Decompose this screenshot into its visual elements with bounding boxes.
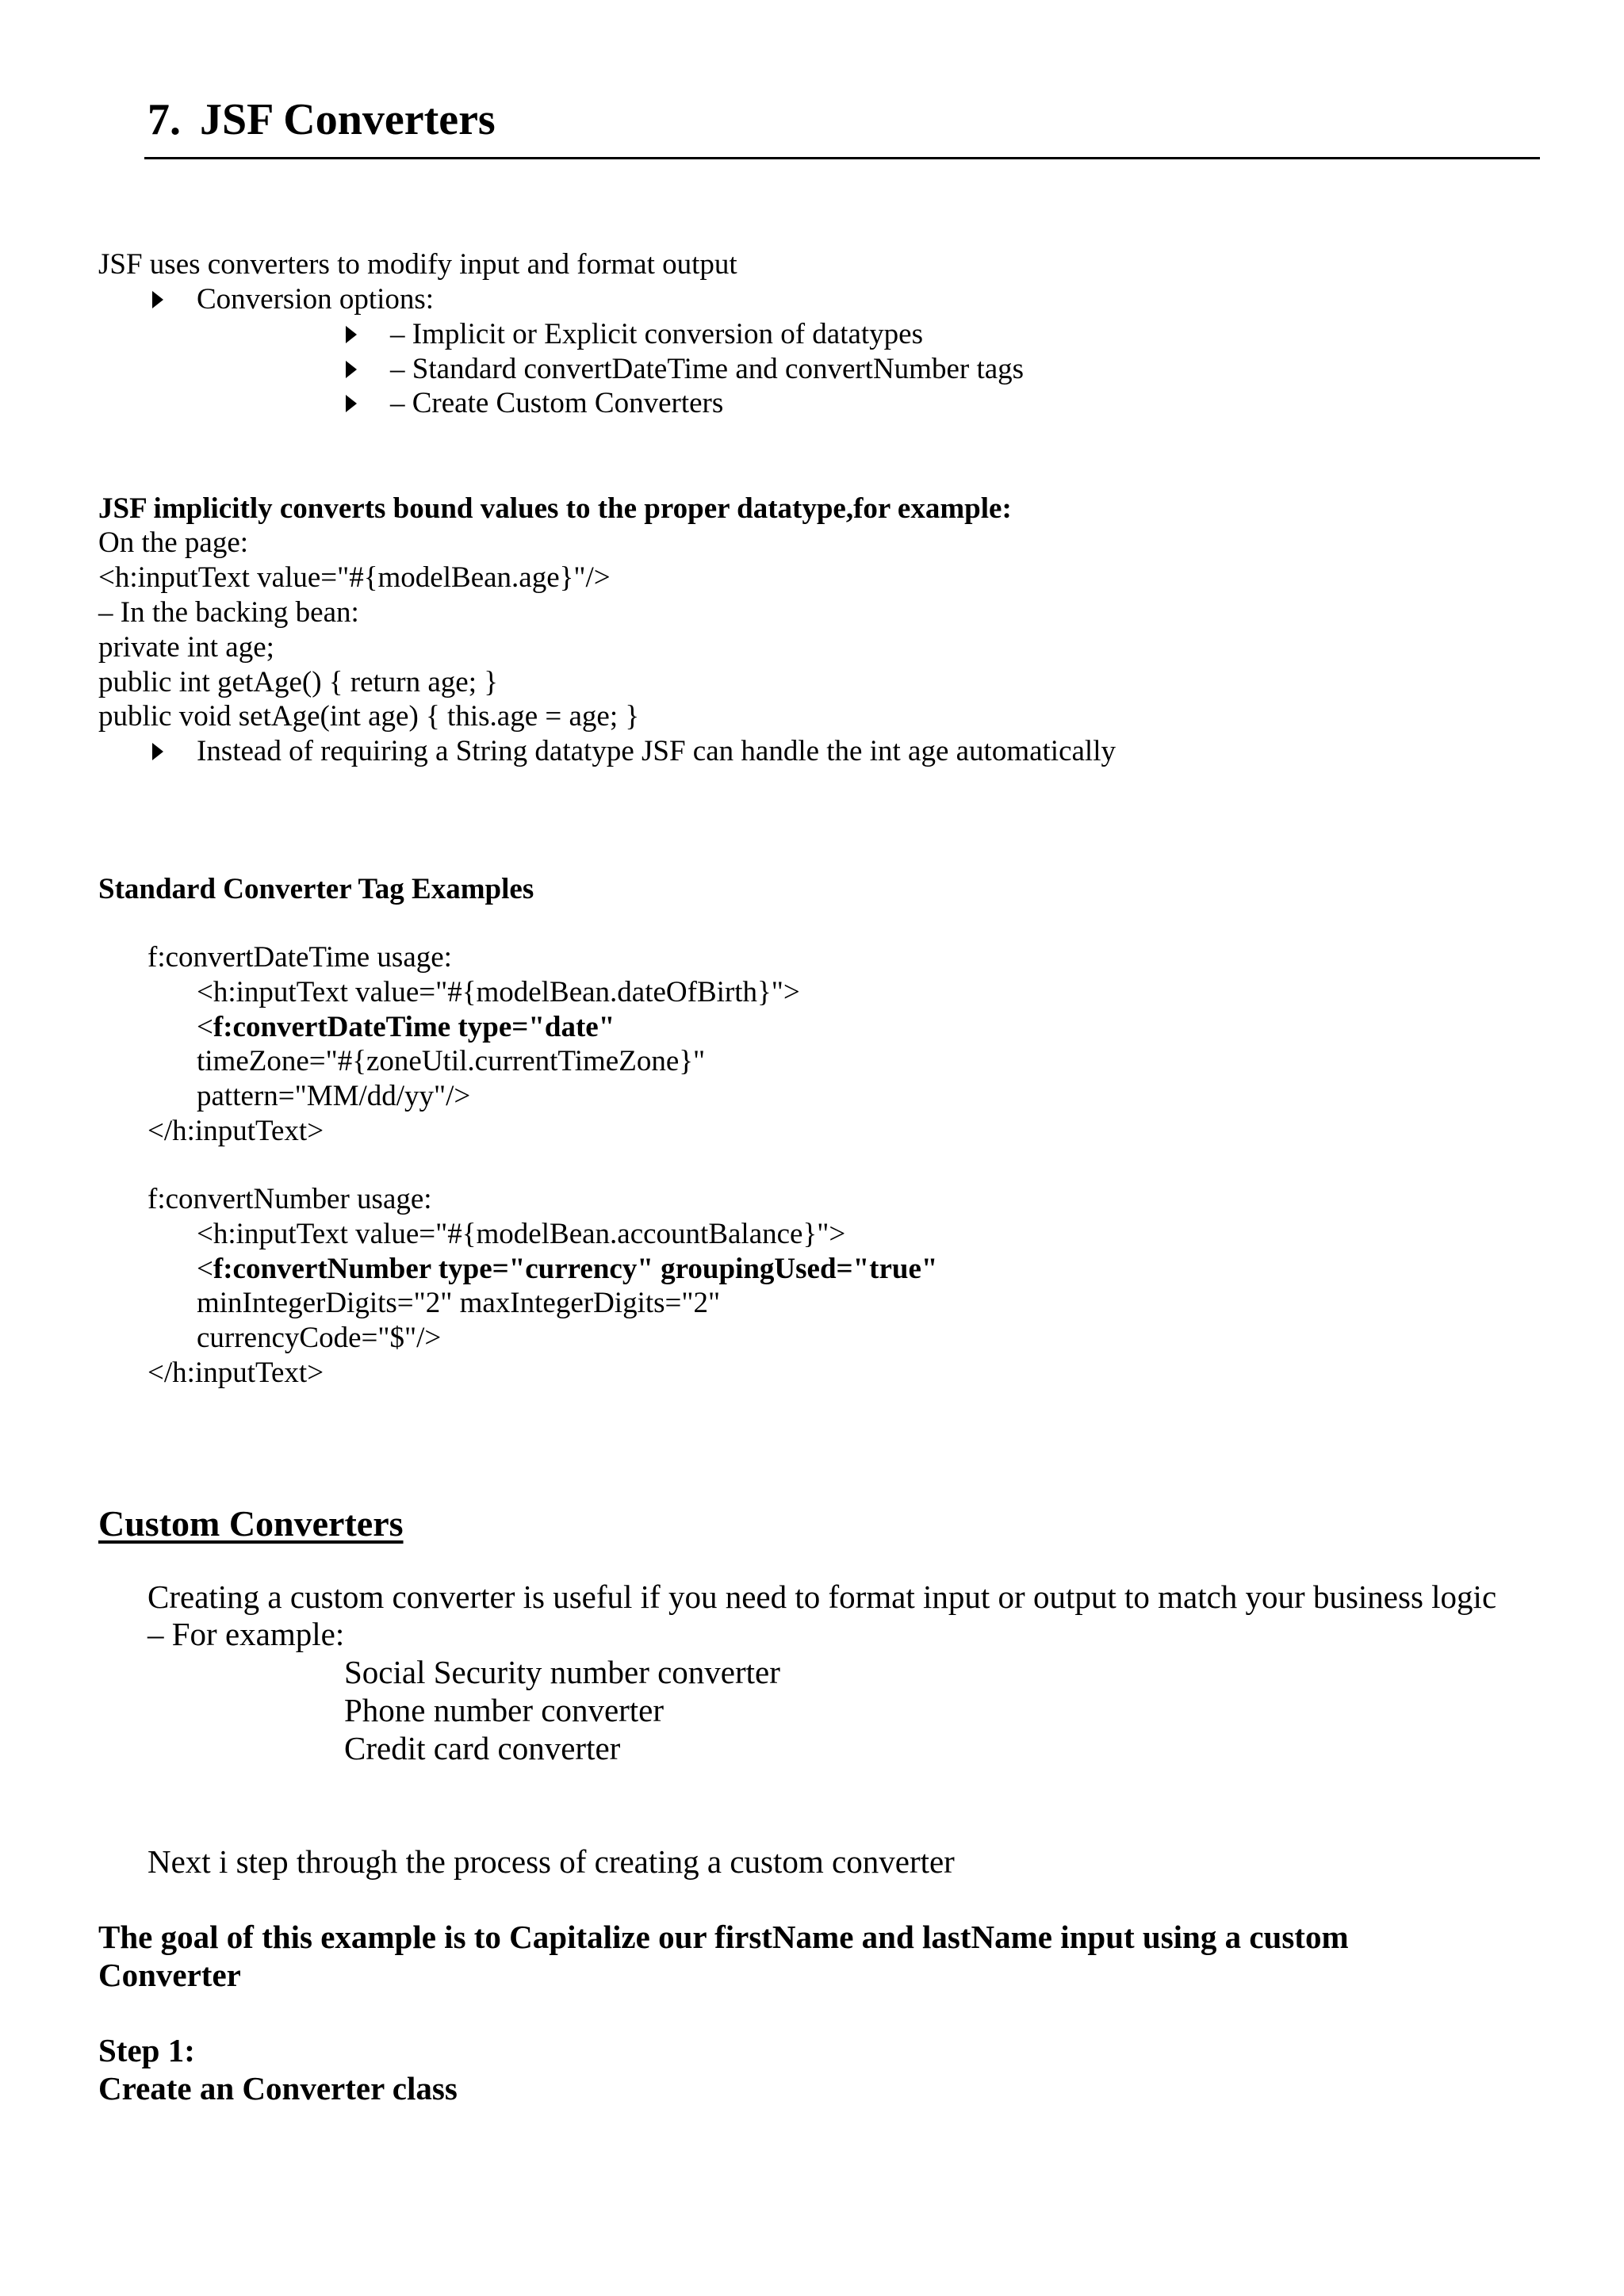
- number-converter-tag: [197, 1252, 937, 1287]
- custom-example-item: Phone number converter: [344, 1692, 665, 1728]
- standard-title: Standard Converter Tag Examples: [98, 873, 534, 905]
- datetime-timezone: timeZone="#{zoneUtil.currentTimeZone}": [197, 1045, 706, 1077]
- heading-title: JSF Converters: [200, 95, 496, 144]
- bullet-triangle-icon: [152, 291, 163, 308]
- custom-for-example: – For example:: [147, 1616, 345, 1652]
- number-tag-bold: f:convertNumber type="currency" groupingUsed="true": [213, 1253, 938, 1285]
- datetime-label: f:convertDateTime usage:: [147, 941, 452, 974]
- custom-example-item: Social Security number converter: [344, 1654, 780, 1690]
- bullet-triangle-icon: [346, 395, 357, 412]
- implicit-line: On the page:: [98, 526, 249, 559]
- option-implicit: – Implicit or Explicit conversion of datatypes: [390, 318, 923, 350]
- implicit-bullet: Instead of requiring a String datatype JSF can handle the int age automatically: [197, 735, 1116, 767]
- datetime-converter-tag: [197, 1010, 615, 1045]
- number-label: f:convertNumber usage:: [147, 1183, 432, 1215]
- tag-lt: <: [197, 1253, 213, 1285]
- number-digits: minIntegerDigits="2" maxIntegerDigits="2": [197, 1287, 721, 1319]
- implicit-line: private int age;: [98, 631, 274, 664]
- intro-text: JSF uses converters to modify input and format output: [98, 248, 737, 281]
- datetime-tag-bold: f:convertDateTime type="date": [213, 1011, 615, 1043]
- goal-line: The goal of this example is to Capitalize our firstName and lastName input using a custom: [98, 1919, 1349, 1955]
- datetime-pattern: pattern="MM/dd/yy"/>: [197, 1080, 471, 1112]
- implicit-line: <h:inputText value="#{modelBean.age}"/>: [98, 561, 611, 594]
- implicit-line: public void setAge(int age) { this.age = age; }: [98, 700, 640, 733]
- number-currency: currencyCode="$"/>: [197, 1322, 442, 1354]
- step-label: Step 1:: [98, 2032, 195, 2068]
- page-heading: [147, 94, 496, 147]
- bullet-triangle-icon: [152, 743, 163, 760]
- implicit-line: public int getAge() { return age; }: [98, 666, 499, 698]
- option-standard: – Standard convertDateTime and convertNumber tags: [390, 353, 1025, 385]
- heading-rule: [144, 157, 1540, 159]
- bullet-triangle-icon: [346, 361, 357, 378]
- custom-para: Creating a custom converter is useful if you need to format input or output to match your business logic: [147, 1578, 1497, 1615]
- implicit-line: – In the backing bean:: [98, 596, 359, 629]
- number-open-tag: <h:inputText value="#{modelBean.accountBalance}">: [197, 1218, 846, 1250]
- tag-lt: <: [197, 1011, 213, 1043]
- goal-line: Converter: [98, 1957, 241, 1993]
- number-close-tag: </h:inputText>: [147, 1357, 324, 1389]
- bullet-triangle-icon: [346, 326, 357, 343]
- datetime-close-tag: </h:inputText>: [147, 1115, 324, 1147]
- step-text: Create an Converter class: [98, 2070, 458, 2107]
- custom-converters-title: Custom Converters: [98, 1503, 404, 1544]
- option-custom: – Create Custom Converters: [390, 387, 724, 419]
- datetime-open-tag: <h:inputText value="#{modelBean.dateOfBirth}">: [197, 976, 800, 1008]
- custom-next: Next i step through the process of creating a custom converter: [147, 1843, 955, 1880]
- conversion-options-label: Conversion options:: [197, 283, 435, 316]
- custom-example-item: Credit card converter: [344, 1730, 621, 1766]
- implicit-title: JSF implicitly converts bound values to the proper datatype,for example:: [98, 492, 1012, 525]
- heading-number: 7.: [147, 95, 181, 144]
